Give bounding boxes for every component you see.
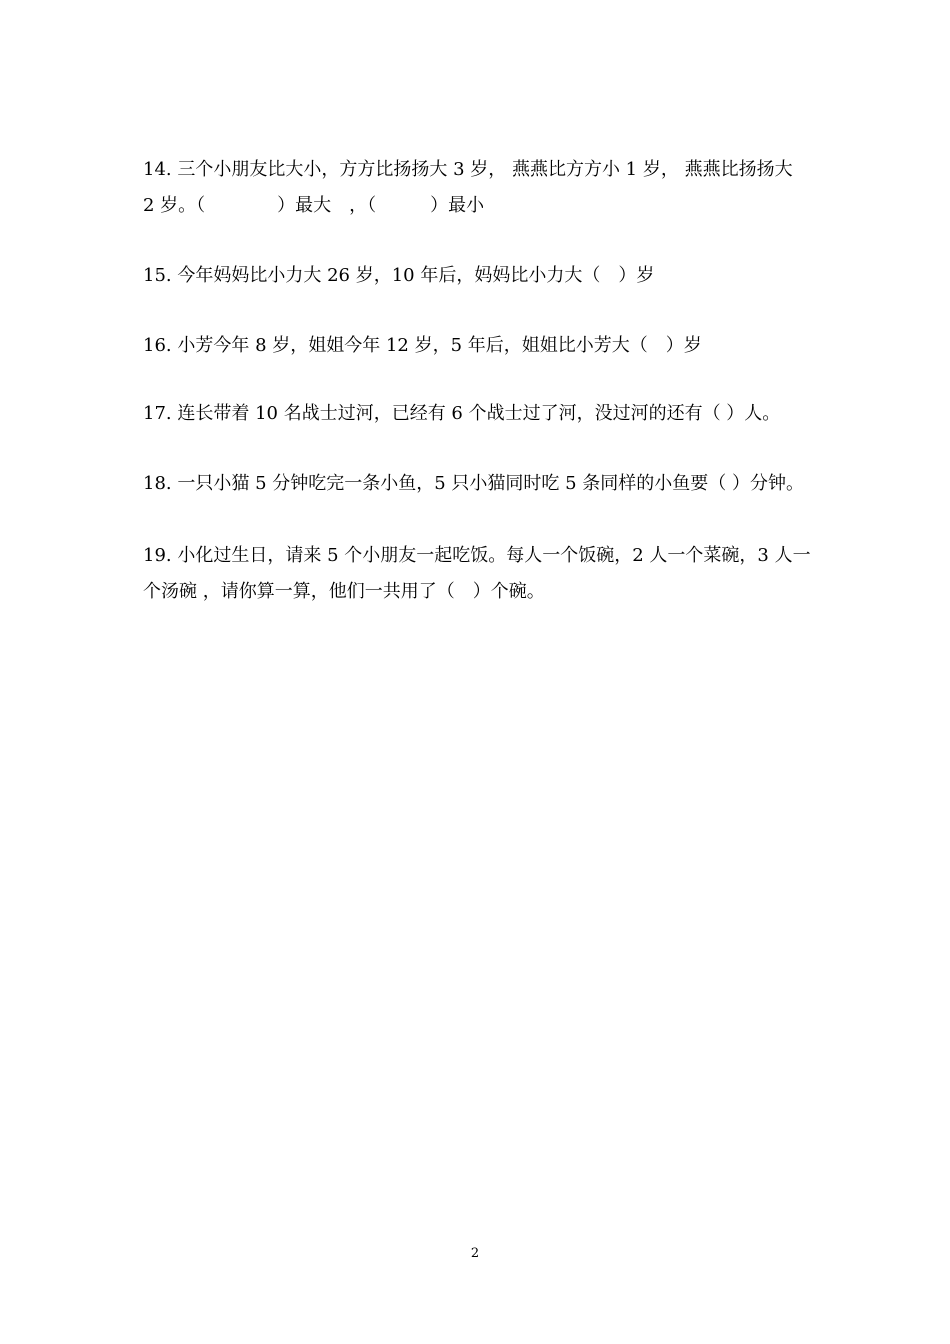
question-19: [143, 538, 813, 610]
question-line: 19. 小化过生日，请来 5 个小朋友一起吃饭。每人一个饭碗，2 人一个菜碗，3 人一: [143, 545, 811, 566]
question-14: [143, 152, 813, 224]
question-line: 18. 一只小猫 5 分钟吃完一条小鱼，5 只小猫同时吃 5 条同样的小鱼要（ ）分钟。: [143, 473, 805, 494]
question-line: 个汤碗 ，请你算一算，他们一共用了（ ）个碗。: [143, 581, 545, 602]
question-line: 2 岁。（ ）最大 ，（ ）最小: [143, 195, 485, 216]
page-number: 2: [470, 1246, 480, 1261]
question-line: 17. 连长带着 10 名战士过河，已经有 6 个战士过了河，没过河的还有（ ）人。: [143, 403, 781, 424]
question-line: 16. 小芳今年 8 岁，姐姐今年 12 岁，5 年后，姐姐比小芳大（ ）岁: [143, 335, 702, 356]
question-line: 14. 三个小朋友比大小，方方比扬扬大 3 岁， 燕燕比方方小 1 岁， 燕燕比扬扬大: [143, 159, 793, 180]
question-18: [143, 466, 813, 502]
question-17: [143, 396, 813, 432]
question-line: 15. 今年妈妈比小力大 26 岁，10 年后，妈妈比小力大（ ）岁: [143, 265, 655, 286]
question-15: [143, 258, 813, 294]
question-16: [143, 328, 813, 364]
